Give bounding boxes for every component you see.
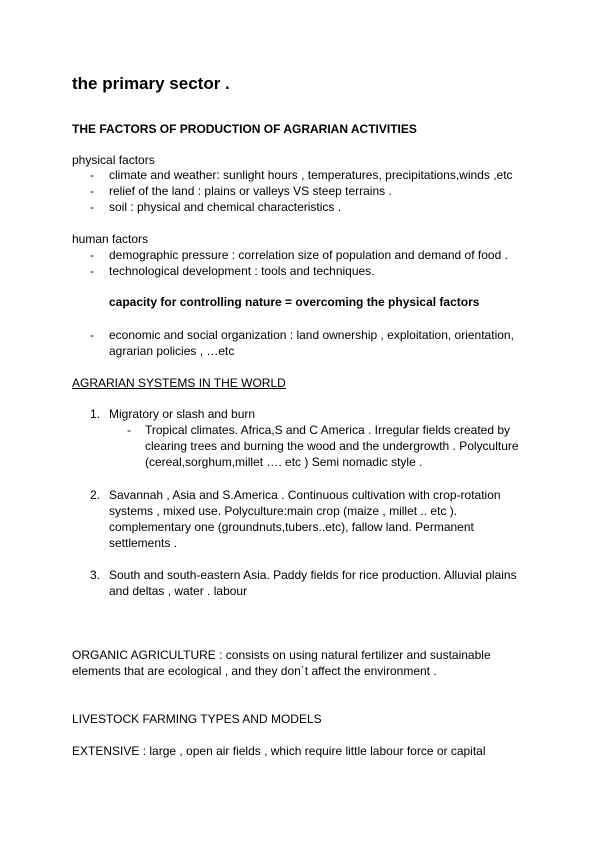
- sub-item-line: Tropical climates. Africa,S and C America . Irregular fields created by: [145, 423, 511, 437]
- page-title: the primary sector .: [72, 74, 230, 93]
- emphasis-statement: capacity for controlling nature = overcoming the physical factors: [109, 295, 480, 309]
- extensive-line: EXTENSIVE : large , open air fields , which require little labour force or capital: [72, 744, 486, 758]
- list-dash: -: [90, 168, 94, 182]
- list-dash: -: [90, 200, 94, 214]
- numbered-item-line: South and south-eastern Asia. Paddy fields for rice production. Alluvial plains: [109, 568, 517, 582]
- physical-factors-label: physical factors: [72, 153, 155, 167]
- sub-item-line: (cereal,sorghum,millet …. etc ) Semi nomadic style .: [145, 455, 423, 469]
- organic-paragraph-line: ORGANIC AGRICULTURE : consists on using natural fertilizer and sustainable: [72, 648, 491, 662]
- list-dash: -: [127, 423, 131, 437]
- list-number: 3.: [90, 568, 101, 582]
- sub-item-line: clearing trees and burning the wood and the undergrowth . Polyculture: [145, 439, 519, 453]
- list-item: economic and social organization : land ownership , exploitation, orientation,: [109, 328, 514, 342]
- livestock-heading: LIVESTOCK FARMING TYPES AND MODELS: [72, 712, 322, 726]
- list-item: technological development : tools and techniques.: [109, 264, 375, 278]
- numbered-item-line: complementary one (groundnuts,tubers..etc), fallow land. Permanent: [109, 520, 474, 534]
- human-factors-label: human factors: [72, 232, 149, 246]
- numbered-item-line: settlements .: [109, 536, 178, 550]
- list-item: demographic pressure : correlation size of population and demand of food .: [109, 248, 508, 262]
- systems-heading: AGRARIAN SYSTEMS IN THE WORLD: [72, 376, 286, 390]
- list-dash: -: [90, 328, 94, 342]
- list-dash: -: [90, 264, 94, 278]
- list-item: climate and weather: sunlight hours , temperatures, precipitations,winds ,etc: [109, 168, 513, 182]
- factors-heading: THE FACTORS OF PRODUCTION OF AGRARIAN ACTIVITIES: [72, 122, 417, 136]
- numbered-item-line: and deltas , water . labour: [109, 584, 248, 598]
- list-item: relief of the land : plains or valleys VS steep terrains .: [109, 184, 392, 198]
- numbered-item-title: Migratory or slash and burn: [109, 407, 256, 421]
- numbered-item-line: Savannah , Asia and S.America . Continuous cultivation with crop-rotation: [109, 488, 501, 502]
- list-number: 1.: [90, 407, 101, 421]
- list-number: 2.: [90, 488, 101, 502]
- list-item-continuation: agrarian policies , …etc: [109, 344, 235, 358]
- list-dash: -: [90, 184, 94, 198]
- organic-paragraph-line: elements that are ecological , and they don´t affect the environment .: [72, 664, 437, 678]
- numbered-item-line: systems , mixed use. Polyculture:main crop (maize , millet .. etc ).: [109, 504, 458, 518]
- list-dash: -: [90, 248, 94, 262]
- list-item: soil : physical and chemical characteristics .: [109, 200, 342, 214]
